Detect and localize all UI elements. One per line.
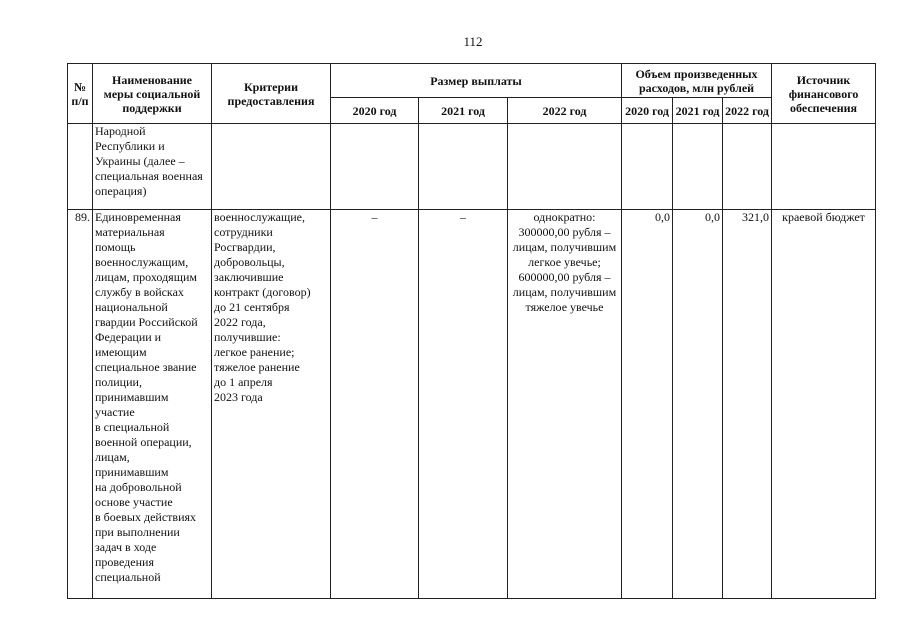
cell-criteria: военнослужащие, сотрудники Росгвардии, добровольцы, заключившие контракт (договор) до 21 сентября 2022 года, получившие: легкое ранение; тяжелое ранение до 1 апреля 2023 года [212,210,331,599]
header-measure-name: Наименование меры социальной поддержки [93,64,212,124]
header-payment-year-2022: 2022 год [508,98,622,124]
table-row-89 [68,210,876,599]
page-number: 112 [463,34,483,49]
cell-criteria [212,124,331,210]
cell-pay-2020: – [331,210,419,599]
header-expense-year-2021: 2021 год [673,98,723,124]
cell-exp-2021: 0,0 [673,210,723,599]
cell-pay-2022: однократно: 300000,00 рубля – лицам, получившим легкое увечье; 600000,00 рубля – лицам, получившим тяжелое увечье [508,210,622,599]
cell-measure-name: Народной Республики и Украины (далее – специальная военная операция) [93,124,212,210]
cell-exp-2020: 0,0 [622,210,673,599]
cell-pay-2021: – [419,210,508,599]
cell-pay-2020 [331,124,419,210]
header-payment-year-2020: 2020 год [331,98,419,124]
cell-exp-2021 [673,124,723,210]
cell-exp-2022: 321,0 [723,210,772,599]
cell-exp-2020 [622,124,673,210]
cell-pay-2022 [508,124,622,210]
cell-measure-name: Единовременная материальная помощь военнослужащим, лицам, проходящим службу в войсках национальной гвардии Российской Федерации и имеющим специальное звание полиции, принимавшим участие в специальной военной операции, лицам, принимавшим на добровольной основе участие в боевых действиях при выполнении задач в ходе проведения специальной [93,210,212,599]
table-row-continuation [68,124,876,210]
header-payment-year-2021: 2021 год [419,98,508,124]
cell-pay-2021 [419,124,508,210]
cell-num: 89. [68,210,93,599]
cell-exp-2022 [723,124,772,210]
header-num: № п/п [68,64,93,124]
header-expenses: Объем произведенных расходов, млн рублей [622,64,772,98]
cell-num [68,124,93,210]
header-expense-year-2022: 2022 год [723,98,772,124]
header-expense-year-2020: 2020 год [622,98,673,124]
header-funding-source: Источник финансового обеспечения [772,64,876,124]
cell-source: краевой бюджет [772,210,876,599]
support-measures-table [67,63,876,599]
cell-source [772,124,876,210]
header-criteria: Критерии предоставления [212,64,331,124]
header-payment-size: Размер выплаты [331,64,622,98]
